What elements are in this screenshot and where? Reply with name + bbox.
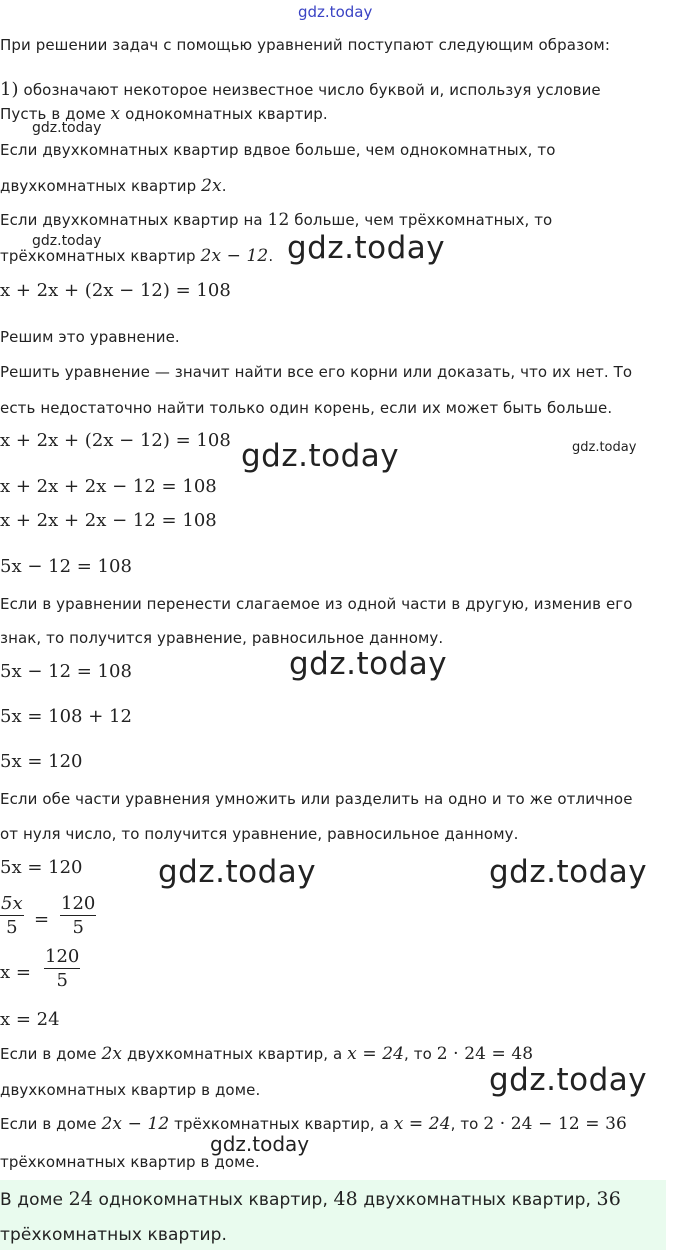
equation-7: 5x = 108 + 12	[0, 706, 132, 727]
fraction-bar	[0, 915, 24, 916]
three-room-line-2	[0, 246, 273, 266]
rule-2-line-2: от нуля число, то получится уравнение, равносильное данному.	[0, 825, 519, 843]
three-room-text-c: трёхкомнатных квартир	[0, 247, 201, 265]
fraction-left-numerator: 5x	[1, 893, 23, 914]
answer-number-1: 24	[68, 1188, 93, 1210]
answer-line-1	[0, 1188, 621, 1210]
x-equals: x =	[0, 962, 31, 983]
calc-two-text-b: двухкомнатных квартир, а	[122, 1045, 348, 1063]
fraction-equals: =	[34, 909, 50, 930]
answer-text-b: однокомнатных квартир,	[93, 1190, 334, 1210]
equation-4: x + 2x + 2x − 12 = 108	[0, 510, 217, 531]
three-room-expr: 2x − 12	[200, 246, 269, 266]
calc-two-line-1	[0, 1044, 533, 1064]
equation-10: x = 24	[0, 1009, 60, 1030]
two-room-text: двухкомнатных квартир	[0, 177, 202, 195]
rule-1-line-1: Если в уравнении перенести слагаемое из одной части в другую, изменив его	[0, 595, 633, 613]
answer-line-2: трёхкомнатных квартир.	[0, 1225, 227, 1245]
watermark-small: gdz.today	[32, 120, 102, 136]
watermark-large: gdz.today	[158, 854, 317, 890]
calc-three-expr-1: 2x − 12	[101, 1114, 170, 1134]
let-variable: x	[110, 104, 121, 124]
calc-three-text-a: Если в доме	[0, 1115, 102, 1133]
three-room-period: .	[268, 247, 274, 265]
fraction-right-numerator: 120	[61, 893, 96, 914]
fraction-bar	[44, 968, 80, 969]
calc-two-expr-2: x = 24	[347, 1044, 405, 1064]
rule-1-line-2: знак, то получится уравнение, равносильное данному.	[0, 629, 444, 647]
equation-9: 5x = 120	[0, 857, 83, 878]
watermark-top: gdz.today	[298, 3, 373, 21]
fraction-right	[60, 893, 96, 938]
two-room-period: .	[221, 177, 227, 195]
step-1	[0, 79, 601, 100]
calc-two-text-a: Если в доме	[0, 1045, 102, 1063]
step-1-number: 1)	[0, 79, 19, 100]
watermark-small: gdz.today	[572, 440, 637, 455]
fraction-bar	[60, 915, 96, 916]
two-room-line-1: Если двухкомнатных квартир вдвое больше, чем однокомнатных, то	[0, 141, 556, 159]
answer-box	[0, 1180, 666, 1250]
two-room-line-2	[0, 176, 227, 196]
x-fraction	[44, 946, 80, 991]
step-1-text: обозначают некоторое неизвестное число буквой и, используя условие	[18, 81, 601, 99]
watermark-large: gdz.today	[289, 646, 448, 682]
equation-3: x + 2x + 2x − 12 = 108	[0, 476, 217, 497]
equation-2: x + 2x + (2x − 12) = 108	[0, 430, 231, 451]
x-fraction-numerator: 120	[45, 946, 80, 967]
two-room-expr: 2x	[201, 176, 222, 196]
watermark-large: gdz.today	[489, 854, 648, 890]
answer-text-a: В доме	[0, 1190, 69, 1210]
let-text-b: однокомнатных квартир.	[120, 105, 328, 123]
calc-two-line-2: двухкомнатных квартир в доме.	[0, 1081, 261, 1099]
three-room-text-a: Если двухкомнатных квартир на	[0, 211, 268, 229]
calc-two-expr-1: 2x	[101, 1044, 123, 1064]
definition-line-2: есть недостаточно найти только один корень, если их может быть больше.	[0, 399, 613, 417]
calc-three-line-2: трёхкомнатных квартир в доме.	[0, 1153, 260, 1171]
rule-2-line-1: Если обе части уравнения умножить или разделить на одно и то же отличное	[0, 790, 633, 808]
fraction-right-denominator: 5	[72, 917, 84, 938]
calc-three-line-1	[0, 1114, 627, 1134]
x-fraction-denominator: 5	[56, 970, 68, 991]
watermark-medium: gdz.today	[210, 1132, 310, 1156]
calc-three-text-b: трёхкомнатных квартир, а	[169, 1115, 394, 1133]
watermark-small: gdz.today	[32, 233, 102, 249]
intro-text: При решении задач с помощью уравнений поступают следующим образом:	[0, 36, 610, 54]
calc-two-expr-3: 2 · 24 = 48	[436, 1044, 534, 1064]
definition-line-1: Решить уравнение — значит найти все его корни или доказать, что их нет. То	[0, 363, 633, 381]
calc-three-text-c: , то	[450, 1115, 484, 1133]
calc-three-expr-2: x = 24	[393, 1114, 451, 1134]
answer-number-2: 48	[333, 1188, 358, 1210]
equation-1: x + 2x + (2x − 12) = 108	[0, 280, 231, 301]
calc-two-text-c: , то	[404, 1045, 437, 1063]
three-room-line-1	[0, 210, 552, 230]
watermark-large: gdz.today	[489, 1062, 648, 1098]
three-room-number: 12	[267, 210, 290, 230]
answer-text-c: двухкомнатных квартир,	[357, 1190, 597, 1210]
fraction-left	[0, 893, 24, 938]
three-room-text-b: больше, чем трёхкомнатных, то	[289, 211, 553, 229]
fraction-left-denominator: 5	[6, 917, 18, 938]
watermark-large: gdz.today	[241, 438, 400, 474]
let-text-a: Пусть в доме	[0, 105, 111, 123]
equation-8: 5x = 120	[0, 751, 83, 772]
equation-5: 5x − 12 = 108	[0, 556, 132, 577]
equation-6: 5x − 12 = 108	[0, 661, 132, 682]
calc-three-expr-3: 2 · 24 − 12 = 36	[483, 1114, 627, 1134]
answer-number-3: 36	[596, 1188, 621, 1210]
solve-text: Решим это уравнение.	[0, 328, 180, 346]
watermark-large: gdz.today	[287, 230, 446, 266]
